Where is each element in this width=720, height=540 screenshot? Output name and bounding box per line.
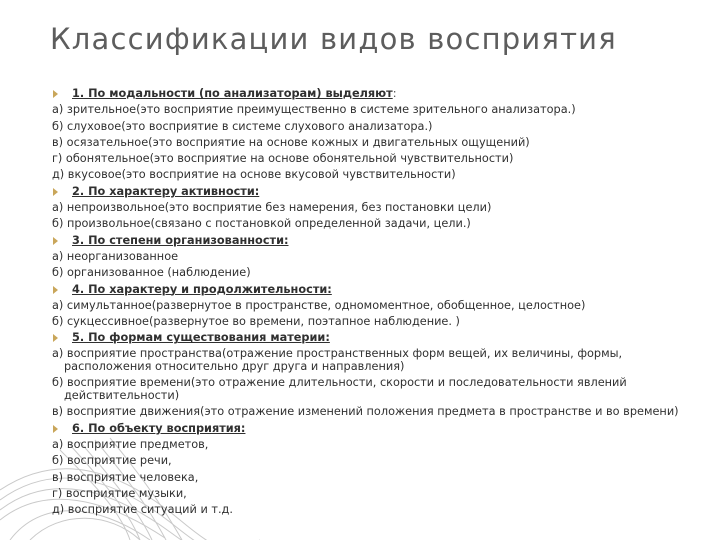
list-item: б) произвольное(связано с постановкой определенной задачи, цели.) — [52, 217, 471, 231]
list-item: в) восприятие движения(это отражение изменений положения предмета в пространстве и во времени) — [52, 404, 679, 418]
section-heading — [52, 421, 692, 437]
section-heading-suffix: : — [392, 87, 397, 100]
list-item: а) зрительное(это восприятие преимущественно в системе зрительного анализатора.) — [52, 103, 576, 117]
list-item: б) сукцессивное(развернутое во времени, поэтапное наблюдение. ) — [52, 315, 460, 329]
classification-list — [52, 86, 692, 519]
section-heading-text: 5. По формам существования материи: — [72, 331, 330, 345]
slide-title: Классификации видов восприятия — [50, 22, 617, 56]
list-item: б) организованное (наблюдение) — [52, 266, 251, 280]
list-item: в) осязательное(это восприятие на основе кожных и двигательных ощущений) — [52, 135, 530, 149]
section-heading-text: 4. По характеру и продолжительности: — [72, 282, 332, 296]
arrow-bullet-icon — [53, 334, 58, 342]
list-item: в) восприятие человека, — [52, 470, 199, 484]
list-item: г) восприятие музыки, — [52, 486, 187, 500]
list-item: а) восприятие предметов, — [52, 438, 209, 452]
list-item: а) непроизвольное(это восприятие без намерения, без постановки цели) — [52, 201, 492, 215]
section-heading — [52, 330, 692, 346]
section-heading — [52, 184, 692, 200]
section-heading — [52, 86, 692, 102]
list-item: д) вкусовое(это восприятие на основе вкусовой чувствительности) — [52, 168, 456, 182]
section-heading-text: 3. По степени организованности: — [72, 233, 289, 247]
section-heading-text: 2. По характеру активности: — [72, 184, 260, 198]
arrow-bullet-icon — [53, 90, 58, 98]
list-item: а) неорганизованное — [52, 249, 179, 263]
list-item: а) симультанное(развернутое в пространстве, одномоментное, обобщенное, целостное) — [52, 298, 586, 312]
list-item: б) восприятие времени(это отражение длительности, скорости и последовательности явлений действительности) — [52, 375, 627, 402]
section-heading — [52, 282, 692, 298]
list-item: б) слуховое(это восприятие в системе слухового анализатора.) — [52, 119, 433, 133]
arrow-bullet-icon — [53, 425, 58, 433]
arrow-bullet-icon — [53, 188, 58, 196]
arrow-bullet-icon — [53, 286, 58, 294]
list-item: б) восприятие речи, — [52, 454, 172, 468]
arrow-bullet-icon — [53, 237, 58, 245]
section-heading-text: 1. По модальности (по анализаторам) выделяют — [72, 87, 393, 100]
list-item: г) обонятельное(это восприятие на основе обонятельной чувствительности) — [52, 152, 514, 166]
section-heading — [52, 233, 692, 249]
section-heading-text: 6. По объекту восприятия: — [72, 421, 246, 435]
list-item: д) восприятие ситуаций и т.д. — [52, 503, 233, 517]
list-item: а) восприятие пространства(отражение пространственных форм вещей, их величины, формы, расположения относительно друг друга и направления) — [52, 346, 623, 373]
